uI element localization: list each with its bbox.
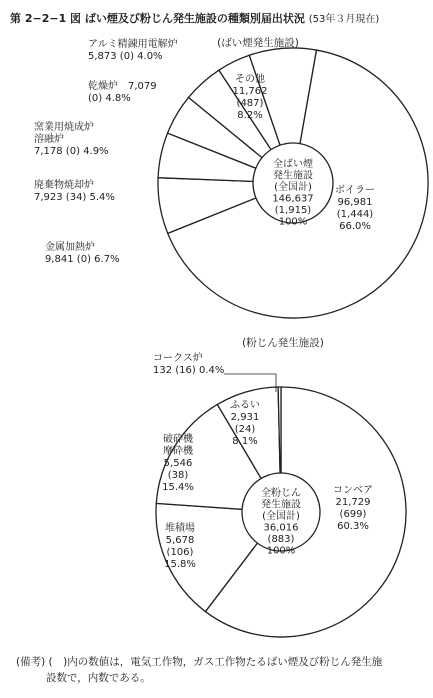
slice-label-4: ふるい 2,931 (24) 8.1% — [230, 400, 260, 447]
slice-label-7: その他 11,762 (487) 8.2% — [232, 74, 268, 121]
slice-label-6: アルミ精錬用電解炉 5,873 (0) 4.0% — [88, 39, 178, 62]
center-label-line: 36,016 — [263, 522, 299, 534]
figure-as-of: (53年３月現在) — [308, 14, 380, 25]
slice-label-1: ボイラー 96,981 (1,444) 66.0% — [335, 185, 375, 232]
slice-label-3: 破砕機摩砕機 5,546 (38) 15.4% — [162, 434, 194, 493]
slice-label-5: 乾燥炉 7,079 (0) 4.8% — [88, 81, 157, 104]
chart-title: (粉じん発生施設) — [242, 337, 324, 349]
footnote-label: (備考) — [16, 656, 46, 668]
center-label-line: (1,915) — [274, 205, 312, 216]
footnote — [16, 654, 426, 686]
center-label-line: 発生施設 — [273, 170, 313, 182]
center-label-line: 全粉じん — [261, 488, 301, 499]
slice-label-1: コンベア 21,729 (699) 60.3% — [333, 485, 373, 532]
center-label-line: 100% — [266, 545, 296, 557]
footnote-line-2: 設数で，内数である。 — [46, 672, 151, 684]
slice-label-2: 堆積場 5,678 (106) 15.8% — [164, 523, 196, 570]
center-label-line: (883) — [267, 534, 295, 545]
center-label-line: 全ばい煙 — [273, 159, 313, 170]
center-label-line: 146,637 — [272, 193, 314, 205]
slice-label-3: 廃棄物焼却炉 7,923 (34) 5.4% — [34, 180, 115, 203]
figure-title-text: ばい煙及び粉じん発生施設の種類別届出状況 — [84, 12, 305, 25]
chart-title: (ばい煙発生施設) — [217, 37, 299, 49]
smoke-facility-pie-chart — [34, 36, 428, 318]
slice-label-5: コークス炉 132 (16) 0.4% — [153, 353, 225, 376]
center-label-line: 発生施設 — [261, 499, 301, 511]
slice-label-2: 金属加熱炉 9,841 (0) 6.7% — [45, 242, 120, 265]
center-label-line: (全国計) — [274, 182, 312, 193]
figure-number: 第 2−2−1 図 — [10, 12, 82, 25]
footnote-line-1: ( )内の数値は，電気工作物，ガス工作物たるばい煙及び粉じん発生施 — [48, 656, 383, 668]
center-label-line: (全国計) — [262, 511, 300, 522]
slice-label-4: 窯業用焼成炉溶融炉 7,178 (0) 4.9% — [34, 122, 109, 157]
dust-facility-pie-chart — [153, 336, 406, 637]
center-label-line: 100% — [278, 216, 308, 228]
